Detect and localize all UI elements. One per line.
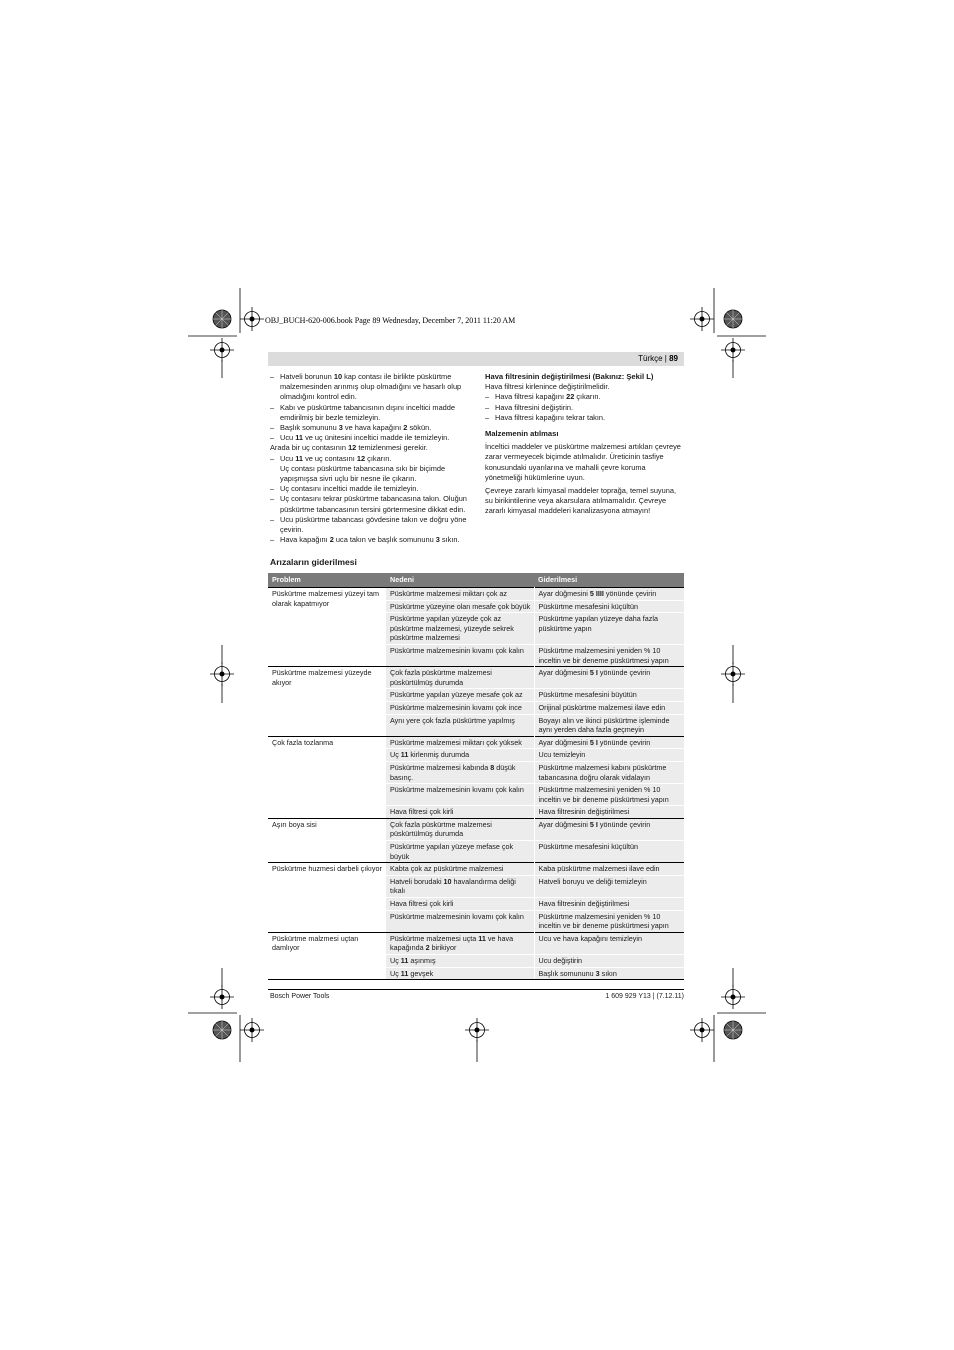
remedy-cell: Püskürtme mesafesini büyütün xyxy=(534,689,684,702)
list-item: – Uç contasını tekrar püskürtme tabancasına takın. Oluğun püskürtme tabancasının tersini görtermesine dikkat edin. xyxy=(270,494,467,514)
cause-cell: Uç 11 gevşek xyxy=(386,967,534,980)
remedy-cell: Püskürtme malzemesini yeniden % 10 inceltin ve bir deneme püskürtmesi yapın xyxy=(534,784,684,806)
cause-cell: Püskürtme malzemesinin kıvamı çok kalın xyxy=(386,644,534,666)
table-row xyxy=(268,667,684,689)
cause-cell: Püskürtme malzemesi kabında 8 düşük basınç. xyxy=(386,761,534,783)
problem-cell: Aşırı boya sisi xyxy=(268,818,386,862)
remedy-cell: Püskürtme mesafesini küçültün xyxy=(534,841,684,863)
cause-cell: Hava filtresi çok kirli xyxy=(386,898,534,911)
table-row xyxy=(268,863,684,876)
cause-cell: Hava filtresi çok kirli xyxy=(386,806,534,819)
cause-cell: Uç 11 kirlenmiş durumda xyxy=(386,749,534,762)
table-row xyxy=(268,588,684,601)
list-item: – Uç contasını inceltici madde ile temizleyin. xyxy=(270,484,419,494)
paragraph: Arada bir uç contasının 12 temizlenmesi gerekir. xyxy=(270,443,428,453)
paragraph: İnceltici maddeler ve püskürtme malzemesi artıkları çevreye zarar vermeyecek biçimde atılmalıdır. Üreticinin tasfiye konusundaki uyarılarına ve mahalli çevre koruma yönetmeliği hükümlerine uyun. xyxy=(485,442,681,482)
header-cause: Nedeni xyxy=(386,573,534,588)
list-item: – Hava filtresi kapağını tekrar takın. xyxy=(485,412,606,422)
remedy-cell: Ayar düğmesini 5 IIII yönünde çevirin xyxy=(534,588,684,601)
table-row xyxy=(268,818,684,840)
troubleshooting-table xyxy=(268,573,684,980)
remedy-cell: Boyayı alın ve ikinci püskürtme işleminde aynı yerden daha fazla geçmeyin xyxy=(534,714,684,736)
remedy-cell: Püskürtme mesafesini küçültün xyxy=(534,600,684,613)
page-header-label xyxy=(638,354,678,363)
footer-publisher: Bosch Power Tools xyxy=(270,993,330,1000)
cause-cell: Çok fazla püskürtme malzemesi püskürtülmüş durumda xyxy=(386,667,534,689)
list-dash: – xyxy=(270,494,275,504)
list-dash: – xyxy=(485,402,490,412)
footer-rule xyxy=(268,989,684,990)
list-item: – Hava kapağını 2 uca takın ve başlık somununu 3 sıkın. xyxy=(270,535,460,545)
list-dash: – xyxy=(485,392,490,402)
list-item: – Başlık somununu 3 ve hava kapağını 2 sökün. xyxy=(270,423,432,433)
remedy-cell: Ucu temizleyin xyxy=(534,749,684,762)
list-item: – Ucu 11 ve uç contasını 12 çıkarın. xyxy=(270,453,392,463)
list-dash: – xyxy=(485,412,490,422)
remedy-cell: Kaba püskürtme malzemesi ilave edin xyxy=(534,863,684,876)
list-item: – Ucu püskürtme tabancası gövdesine takın ve doğru yöne çevirin. xyxy=(270,514,467,535)
problem-cell: Püskürtme malzemesi yüzeyde akıyor xyxy=(268,667,386,737)
list-item-continuation: Uç contası püskürtme tabancasına sıkı bir biçimde yapışmışsa sivri uçlu bir nesne ile çıkarın. xyxy=(280,463,446,484)
list-item: – Hava filtresi kapağını 22 çıkarın. xyxy=(485,392,601,402)
list-dash: – xyxy=(270,535,275,545)
remedy-cell: Püskürtme malzemesi kabını püskürtme tabancasına doğru olarak vidalayın xyxy=(534,761,684,783)
header-separator: | xyxy=(664,354,667,363)
cause-cell: Kabta çok az püskürtme malzemesi xyxy=(386,863,534,876)
list-item: – Kabı ve püskürtme tabancısının dışını inceltici madde emdirilmiş bir bezle temizleyin. xyxy=(270,402,456,422)
remedy-cell: Hava filtresinin değiştirilmesi xyxy=(534,898,684,911)
remedy-cell: Ayar düğmesini 5 I yönünde çevirin xyxy=(534,818,684,840)
table-row xyxy=(268,736,684,749)
problem-cell: Püskürtme malzmesi uçtan damlıyor xyxy=(268,932,386,979)
problem-cell: Çok fazla tozlanma xyxy=(268,736,386,818)
list-item: – Hatveli borunun 10 kap contası ile birlikte püskürtme malzemesinden arınmış olup olmadığını ve hasarlı olup olmadığını kontrol edin. xyxy=(270,372,462,402)
cause-cell: Uç 11 aşınmış xyxy=(386,955,534,968)
problem-cell: Püskürtme malzemesi yüzeyi tam olarak kapatmıyor xyxy=(268,588,386,667)
cause-cell: Püskürtme malzemesinin kıvamı çok kalın xyxy=(386,784,534,806)
remedy-cell: Püskürtme yapılan yüzeye daha fazla püskürtme yapın xyxy=(534,613,684,645)
section-title: Arızaların giderilmesi xyxy=(270,557,357,567)
language-label: Türkçe xyxy=(638,354,663,363)
cause-cell: Püskürtme yüzeyine olan mesafe çok büyük xyxy=(386,600,534,613)
cause-cell: Püskürtme malzemesinin kıvamı çok kalın xyxy=(386,910,534,932)
remedy-cell: Başlık somununu 3 sıkın xyxy=(534,967,684,980)
remedy-cell: Ayar düğmesini 5 I yönünde çevirin xyxy=(534,736,684,749)
cause-cell: Püskürtme malzemesinin kıvamı çok ince xyxy=(386,701,534,714)
page-number: 89 xyxy=(669,354,678,363)
cause-cell: Hatveli borudaki 10 havalandırma deliği tıkalı xyxy=(386,875,534,897)
list-dash: – xyxy=(270,372,275,381)
footer-code: 1 609 929 Y13 | (7.12.11) xyxy=(605,993,684,1000)
page-header-bar xyxy=(268,352,684,366)
remedy-cell: Püskürtme malzemesini yeniden % 10 inceltin ve bir deneme püskürtmesi yapın xyxy=(534,644,684,666)
list-dash: – xyxy=(270,402,275,412)
list-dash: – xyxy=(270,514,275,524)
remedy-cell: Püskürtme malzemesini yeniden % 10 inceltin ve bir deneme püskürtmesi yapın xyxy=(534,910,684,932)
cause-cell: Püskürtme malzemesi uçta 11 ve hava kapağında 2 birikiyor xyxy=(386,932,534,954)
list-item: – Hava filtresini değiştirin. xyxy=(485,402,574,412)
table-row xyxy=(268,932,684,954)
list-item: – Ucu 11 ve uç ünitesini inceltici madde ile temizleyin. xyxy=(270,433,450,443)
remedy-cell: Ayar düğmesini 5 I yönünde çevirin xyxy=(534,667,684,689)
cause-cell: Püskürtme yapılan yüzeye mesafe çok az xyxy=(386,689,534,702)
table-header-row xyxy=(268,573,684,588)
subheading: Malzemenin atılması xyxy=(485,429,559,439)
remedy-cell: Ucu değiştirin xyxy=(534,955,684,968)
remedy-cell: Orijinal püskürtme malzemesi ilave edin xyxy=(534,701,684,714)
remedy-cell: Hatveli boruyu ve deliği temizleyin xyxy=(534,875,684,897)
paragraph: Çevreye zararlı kimyasal maddeler toprağa, temel suyuna, su birikintilerine veya akarsulara atılmamalıdır. Çevreye zararlı kimyasal maddeleri kanalizasyona atmayın! xyxy=(485,486,677,516)
cause-cell: Püskürtme yapılan yüzeye mefase çok büyük xyxy=(386,841,534,863)
table-body xyxy=(268,588,684,980)
remedy-cell: Hava filtresinin değiştirilmesi xyxy=(534,806,684,819)
left-column xyxy=(270,372,470,545)
subheading: Hava filtresinin değiştirilmesi (Bakınız: Şekil L) xyxy=(485,372,654,381)
remedy-cell: Ucu ve hava kapağını temizleyin xyxy=(534,932,684,954)
list-dash: – xyxy=(270,423,275,433)
cause-cell: Püskürtme malzemesi miktarı çok az xyxy=(386,588,534,601)
book-header: OBJ_BUCH-620-006.book Page 89 Wednesday, December 7, 2011 11:20 AM xyxy=(265,316,516,325)
right-column xyxy=(485,372,685,517)
cause-cell: Püskürtme malzemesi miktarı çok yüksek xyxy=(386,736,534,749)
list-dash: – xyxy=(270,453,275,463)
header-remedy: Giderilmesi xyxy=(534,573,684,588)
list-dash: – xyxy=(270,433,275,443)
problem-cell: Püskürtme huzmesi darbeli çıkıyor xyxy=(268,863,386,933)
cause-cell: Çok fazla püskürtme malzemesi püskürtülmüş durumda xyxy=(386,818,534,840)
cause-cell: Püskürtme yapılan yüzeyde çok az püskürtme malzemesi, yüzeyde sekrek püskürtme malzemesi xyxy=(386,613,534,645)
cause-cell: Aynı yere çok fazla püskürtme yapılmış xyxy=(386,714,534,736)
list-dash: – xyxy=(270,484,275,494)
header-problem: Problem xyxy=(268,573,386,588)
paragraph: Hava filtresi kirlenince değiştirilmelidir. xyxy=(485,382,610,392)
